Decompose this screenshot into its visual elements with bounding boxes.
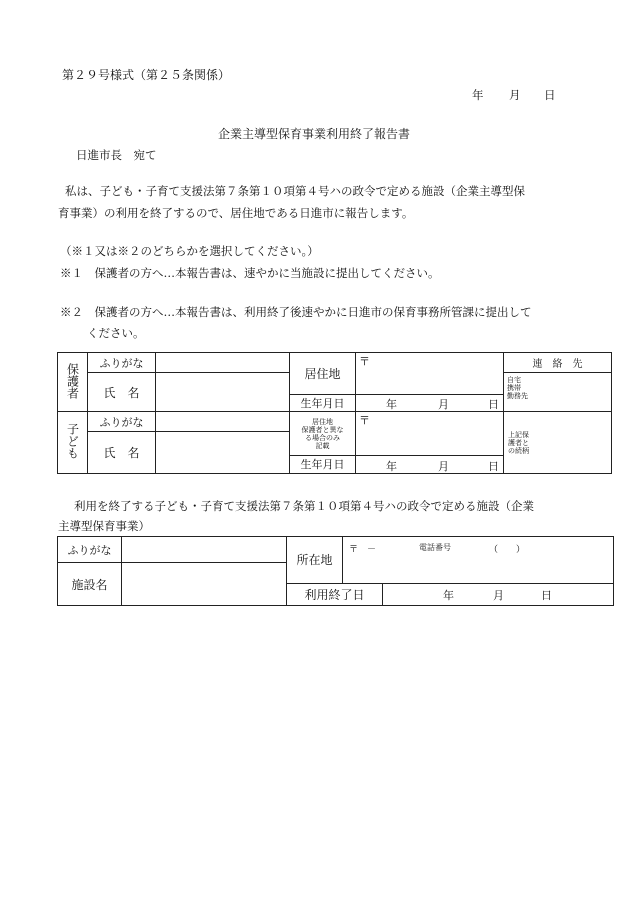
contact-type-home: 自宅 bbox=[507, 376, 521, 385]
child-address-label-line-3: る場合のみ bbox=[305, 433, 340, 442]
body-line-2: 育事業）の利用を終了するので、居住地である日進市に報告します。 bbox=[58, 206, 414, 220]
child-birthdate-label: 生年月日 bbox=[290, 455, 356, 473]
facility-postal-mark: 〒 － bbox=[349, 545, 377, 555]
guardian-child-table bbox=[57, 352, 612, 474]
facility-table bbox=[57, 536, 614, 606]
note-2-line-1: ※２ 保護者の方へ…本報告書は、利用終了後速やかに日進市の保育事務所管課に提出して bbox=[60, 305, 532, 319]
facility-furigana-field[interactable] bbox=[122, 537, 287, 563]
facility-intro-line-1: 利用を終了する子ども・子育て支援法第７条第１０項第４号ハの政令で定める施設（企業 bbox=[74, 499, 534, 513]
guardian-name-label: 氏 名 bbox=[88, 373, 156, 412]
facility-phone-label: 電話番号 bbox=[419, 543, 451, 552]
addressee: 日進市長 宛て bbox=[76, 148, 157, 162]
guardian-label: 保護者 bbox=[58, 353, 88, 412]
facility-phone-parens: （ ） bbox=[489, 545, 526, 555]
child-furigana-field[interactable] bbox=[156, 412, 290, 431]
form-number: 第２９号様式（第２５条関係） bbox=[62, 68, 231, 82]
child-address-label-line-2: 保護者と異な bbox=[301, 425, 344, 434]
select-instruction: （※１又は※２のどちらかを選択してください。） bbox=[60, 244, 319, 258]
relation-label-line-1: 上記保 bbox=[508, 430, 529, 439]
child-birth-year: 年 bbox=[386, 459, 397, 473]
facility-intro-line-2: 主導型保育事業） bbox=[58, 519, 150, 533]
contact-type-mobile: 携帯 bbox=[507, 384, 521, 393]
end-date-year: 年 bbox=[443, 588, 454, 602]
child-address-label-line-1: 居住地 bbox=[312, 417, 333, 426]
note-2-line-2: ください。 bbox=[87, 326, 145, 340]
child-birth-day: 日 bbox=[488, 459, 499, 473]
date-month-label: 月 bbox=[509, 88, 521, 102]
guardian-birthdate-field[interactable] bbox=[356, 395, 504, 412]
page-title: 企業主導型保育事業利用終了報告書 bbox=[218, 127, 411, 141]
end-date-month: 月 bbox=[493, 588, 504, 602]
child-postal-mark: 〒 bbox=[359, 414, 370, 428]
guardian-birth-month: 月 bbox=[438, 398, 449, 412]
relation-label-line-2: 護者と bbox=[508, 438, 529, 447]
relation-field[interactable] bbox=[504, 412, 612, 474]
guardian-address-field[interactable] bbox=[356, 353, 504, 395]
child-label: 子ども bbox=[58, 412, 88, 474]
guardian-birthdate-label: 生年月日 bbox=[290, 395, 356, 412]
child-address-field[interactable] bbox=[356, 412, 504, 455]
facility-name-label: 施設名 bbox=[58, 563, 122, 606]
child-name-label: 氏 名 bbox=[88, 431, 156, 473]
note-1: ※１ 保護者の方へ…本報告書は、速やかに当施設に提出してください。 bbox=[60, 266, 440, 280]
child-birth-month: 月 bbox=[438, 459, 449, 473]
facility-name-field[interactable] bbox=[122, 563, 287, 606]
child-furigana-label: ふりがな bbox=[88, 412, 156, 431]
contact-type-work: 勤務先 bbox=[507, 392, 528, 401]
date-year-label: 年 bbox=[472, 88, 484, 102]
guardian-address-label: 居住地 bbox=[290, 353, 356, 395]
end-date-field[interactable] bbox=[383, 583, 614, 605]
child-birthdate-field[interactable] bbox=[356, 455, 504, 473]
postal-mark: 〒 bbox=[359, 355, 370, 368]
facility-location-label: 所在地 bbox=[287, 537, 343, 584]
end-date-label: 利用終了日 bbox=[287, 583, 383, 605]
child-name-field[interactable] bbox=[156, 431, 290, 473]
body-line-1: 私は、子ども・子育て支援法第７条第１０項第４号ハの政令で定める施設（企業主導型保 bbox=[65, 184, 525, 198]
child-address-label bbox=[290, 412, 356, 455]
guardian-birth-day: 日 bbox=[488, 398, 499, 412]
end-date-day: 日 bbox=[541, 588, 552, 602]
child-address-label-line-4: 記載 bbox=[315, 441, 330, 450]
facility-furigana-label: ふりがな bbox=[58, 537, 122, 563]
contact-header: 連 絡 先 bbox=[504, 353, 612, 373]
relation-label-line-3: の続柄 bbox=[508, 446, 529, 455]
guardian-furigana-label: ふりがな bbox=[88, 353, 156, 373]
facility-location-field[interactable] bbox=[343, 537, 614, 584]
guardian-furigana-field[interactable] bbox=[156, 353, 290, 373]
guardian-name-field[interactable] bbox=[156, 373, 290, 412]
date-day-label: 日 bbox=[544, 88, 556, 102]
guardian-birth-year: 年 bbox=[386, 398, 397, 412]
contact-field[interactable] bbox=[504, 373, 612, 412]
